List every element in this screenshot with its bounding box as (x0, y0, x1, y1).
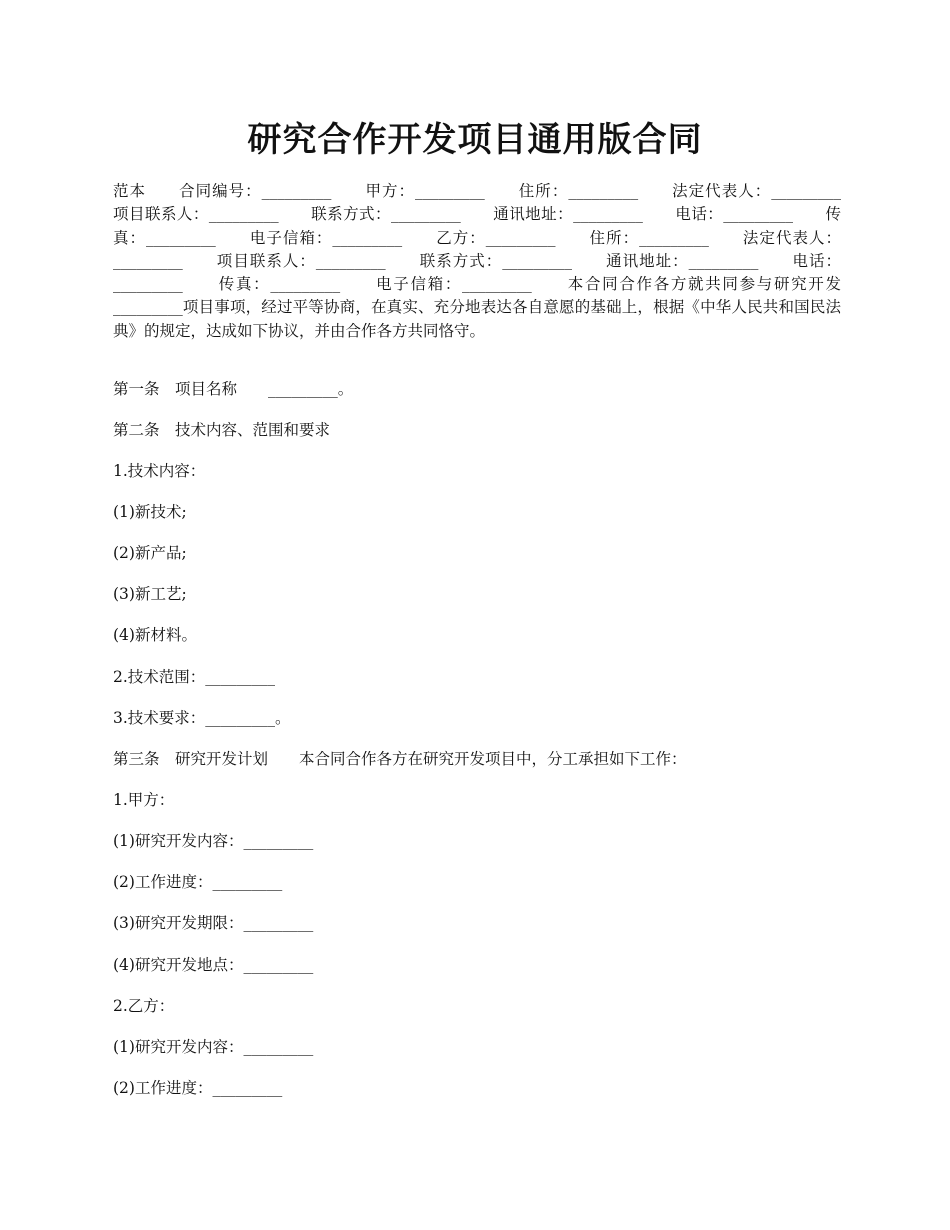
list-item: (3)研究开发期限：_________ (113, 914, 314, 932)
tech-scope-line: 2.技术范围：_________ (113, 668, 276, 686)
party-b-label: 2.乙方： (113, 997, 175, 1015)
document-title: 研究合作开发项目通用版合同 (247, 120, 703, 160)
list-item: (3)新工艺; (113, 585, 187, 603)
party-a-label: 1.甲方： (113, 791, 175, 809)
list-item: (4)研究开发地点：_________ (113, 956, 314, 974)
intro-paragraph: 范本 合同编号：_________ 甲方：_________ 住所：_________ 法定代表人：_________ 项目联系人：_________ 联系方式：_________ 通讯地址：_________ 电话：_________ 传真：_________ 电子信箱：_________ 乙方：_________ 住所：_________ 法定代表人：_________ 项目联系人：_________ 联系方式：_________ 通讯地址：_________ 电话：_________ 传真：_________ 电子信箱：_________ 本合同合作各方就共同参与研究开发_________项目事项，经过平等协商，在真实、充分地表达各自意愿的基础上，根据《中华人民共和国民法典》的规定，达成如下协议，并由合作各方共同恪守。 (113, 182, 873, 340)
list-item: (4)新材料。 (113, 626, 197, 644)
clause-1-heading: 第一条 项目名称 _________。 (113, 380, 354, 398)
clause-2-heading: 第二条 技术内容、范围和要求 (113, 421, 331, 439)
list-item: (1)新技术; (113, 503, 187, 521)
list-item: (1)研究开发内容：_________ (113, 832, 314, 850)
clause-3-heading: 第三条 研究开发计划 本合同合作各方在研究开发项目中，分工承担如下工作： (113, 750, 687, 768)
list-item: (2)新产品; (113, 544, 187, 562)
tech-requirement-line: 3.技术要求：_________。 (113, 709, 291, 727)
list-item: (1)研究开发内容：_________ (113, 1038, 314, 1056)
list-item: (2)工作进度：_________ (113, 1079, 283, 1097)
list-item: (2)工作进度：_________ (113, 873, 283, 891)
tech-content-label: 1.技术内容： (113, 462, 206, 480)
